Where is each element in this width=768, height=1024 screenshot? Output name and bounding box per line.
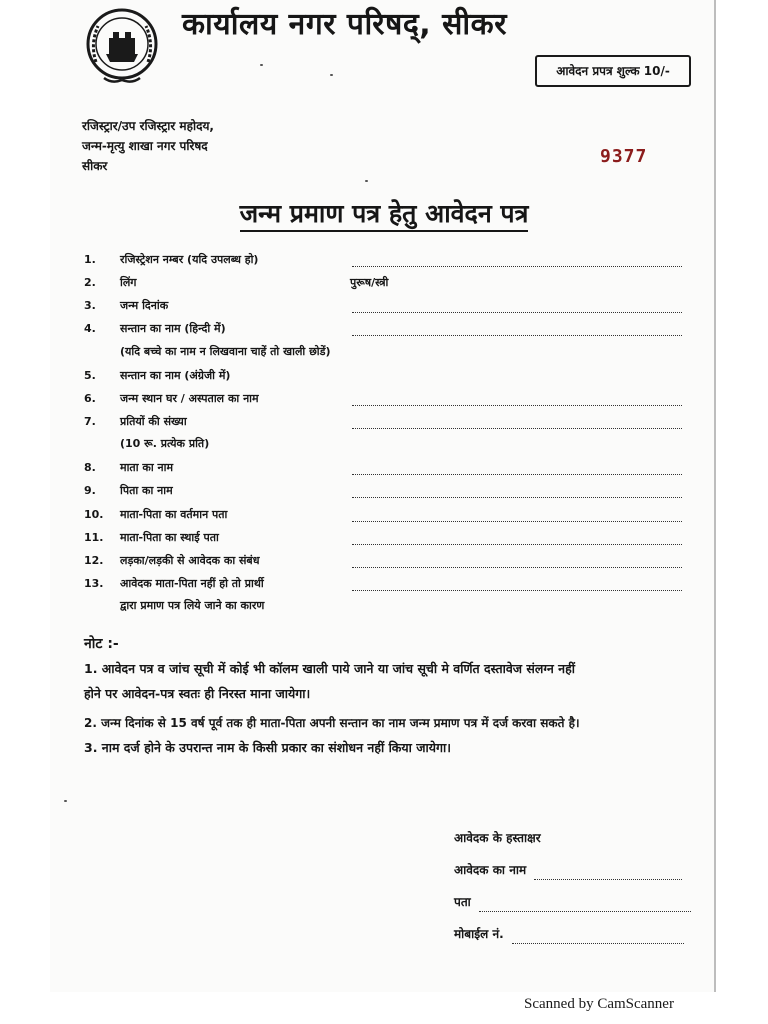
field-fill-line[interactable]	[352, 416, 682, 429]
applicant-name-field	[454, 860, 682, 880]
field-label: सन्तान का नाम (हिन्दी में)	[120, 322, 226, 335]
field-number: 13.	[84, 577, 104, 590]
field-number: 10.	[84, 508, 104, 521]
signature-label-text: आवेदक के हस्ताक्षर	[454, 831, 541, 845]
serial-number-stamp: 9377	[600, 146, 648, 167]
field-fill-line[interactable]	[352, 578, 682, 591]
applicant-mobile-field	[454, 924, 684, 944]
field-number: 8.	[84, 461, 96, 474]
application-fee-box: आवेदन प्रपत्र शुल्क 10/-	[535, 55, 691, 87]
field-fill-line[interactable]	[352, 509, 682, 522]
form-field-row	[84, 296, 684, 316]
field-number: 1.	[84, 253, 96, 266]
field-label: लड़का/लड़की से आवेदक का संबंध	[120, 554, 260, 567]
form-field-row	[84, 412, 684, 432]
form-field-row	[84, 389, 684, 409]
addressee-block	[82, 116, 214, 176]
scan-speck	[330, 74, 333, 76]
form-field-row	[84, 528, 684, 548]
addressee-line: जन्म-मृत्यु शाखा नगर परिषद	[82, 139, 208, 153]
field-number: 5.	[84, 369, 96, 382]
scan-speck	[365, 180, 368, 182]
form-field-row	[84, 505, 684, 525]
applicant-mobile-label: मोबाईल नं.	[454, 927, 504, 941]
field-label: माता-पिता का स्थाई पता	[120, 531, 219, 544]
field-label: आवेदक माता-पिता नहीं हो तो प्रार्थी	[120, 577, 264, 590]
form-field-row	[84, 481, 684, 501]
note-item: होने पर आवेदन-पत्र स्वतः ही निरस्त माना जायेगा।	[84, 686, 311, 701]
field-number: 2.	[84, 276, 96, 289]
field-number: 7.	[84, 415, 96, 428]
applicant-address-field	[454, 892, 691, 912]
field-sub-label: (यदि बच्चे का नाम न लिखवाना चाहें तो खाली छोडें)	[120, 345, 331, 358]
field-number: 9.	[84, 484, 96, 497]
field-sub-label: (10 रू. प्रत्येक प्रति)	[120, 437, 210, 450]
field-number: 3.	[84, 299, 96, 312]
applicant-name-fill-line[interactable]	[534, 865, 682, 880]
office-title: कार्यालय नगर परिषद्, सीकर	[182, 7, 507, 42]
note-heading: नोट :-	[84, 636, 119, 652]
scan-speck	[64, 800, 67, 802]
field-label: पिता का नाम	[120, 484, 173, 497]
gender-options[interactable]: पुरूष/स्त्री	[350, 276, 389, 289]
field-number: 12.	[84, 554, 104, 567]
field-fill-line[interactable]	[352, 555, 682, 568]
applicant-address-label: पता	[454, 895, 471, 909]
field-label: रजिस्ट्रेशन नम्बर (यदि उपलब्ध हो)	[120, 253, 259, 266]
field-sub-label: द्वारा प्रमाण पत्र लिये जाने का कारण	[120, 599, 265, 612]
form-field-row	[84, 551, 684, 571]
field-number: 6.	[84, 392, 96, 405]
form-field-row	[84, 366, 684, 386]
form-title-text: जन्म प्रमाण पत्र हेतु आवेदन पत्र	[240, 199, 529, 232]
field-label: जन्म दिनांक	[120, 299, 169, 312]
form-field-row	[84, 574, 684, 594]
signature-label	[454, 828, 541, 848]
addressee-line: रजिस्ट्रार/उप रजिस्ट्रार महोदय,	[82, 119, 214, 133]
note-item: 3. नाम दर्ज होने के उपरान्त नाम के किसी प्रकार का संशोधन नहीं किया जायेगा।	[84, 740, 452, 755]
form-field-row	[84, 250, 684, 270]
field-fill-line[interactable]	[352, 393, 682, 406]
field-label: सन्तान का नाम (अंग्रेजी में)	[120, 369, 231, 382]
form-field-row	[84, 319, 684, 339]
applicant-address-fill-line[interactable]	[479, 897, 691, 912]
form-field-row	[84, 458, 684, 478]
note-item: 1. आवेदन पत्र व जांच सूची में कोई भी कॉलम खाली पाये जाने या जांच सूची मे वर्णित दस्तावेज संलग्न नहीं	[84, 661, 575, 676]
field-label: माता-पिता का वर्तमान पता	[120, 508, 228, 521]
field-fill-line[interactable]	[352, 254, 682, 267]
field-fill-line[interactable]	[352, 462, 682, 475]
field-label: प्रतियों की संख्या	[120, 415, 187, 428]
field-fill-line[interactable]	[352, 532, 682, 545]
form-field-row	[84, 273, 684, 293]
applicant-mobile-fill-line[interactable]	[512, 929, 684, 944]
municipal-seal-emblem	[82, 4, 162, 92]
addressee-line: सीकर	[82, 159, 108, 173]
applicant-name-label: आवेदक का नाम	[454, 863, 527, 877]
field-fill-line[interactable]	[352, 485, 682, 498]
field-fill-line[interactable]	[352, 300, 682, 313]
scanner-watermark: Scanned by CamScanner	[524, 996, 674, 1012]
form-title	[0, 196, 768, 230]
field-fill-line[interactable]	[352, 323, 682, 336]
field-label: माता का नाम	[120, 461, 174, 474]
scan-speck	[260, 64, 263, 66]
field-label: जन्म स्थान घर / अस्पताल का नाम	[120, 392, 259, 405]
field-number: 4.	[84, 322, 96, 335]
field-number: 11.	[84, 531, 104, 544]
note-item: 2. जन्म दिनांक से 15 वर्ष पूर्व तक ही माता-पिता अपनी सन्तान का नाम जन्म प्रमाण पत्र में दर्ज करवा सकते है।	[84, 716, 580, 730]
field-label: लिंग	[120, 276, 137, 289]
